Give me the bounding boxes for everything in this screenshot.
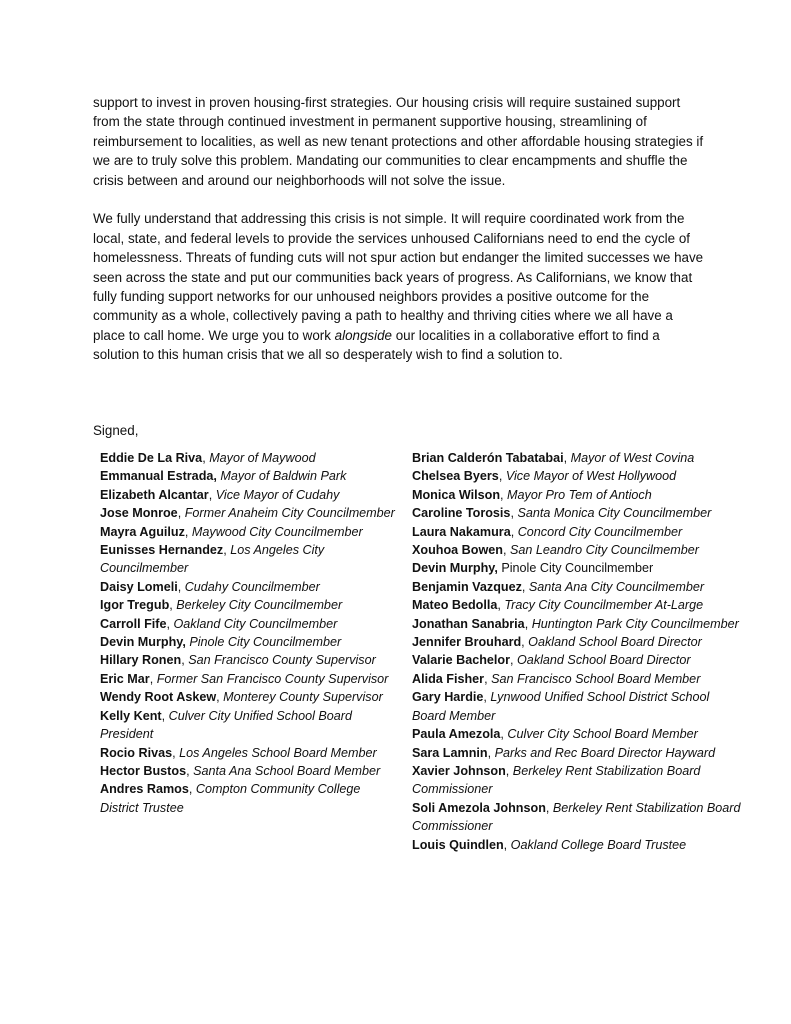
signatory-separator: , [498, 469, 506, 484]
signatory-name: Hillary Ronen [100, 653, 182, 668]
signatory [100, 596, 400, 614]
signatory-title: Oakland School Board Director [528, 635, 702, 650]
signed-label: Signed, [93, 423, 139, 438]
signatory-name: Emmanual Estrada, [100, 469, 217, 484]
signatory-title: Oakland City Councilmember [173, 616, 338, 631]
signatory-name: Laura Nakamura [412, 524, 511, 539]
signatory [100, 670, 400, 688]
signatory [100, 707, 400, 744]
signatory-title: Former Anaheim City Councilmember [184, 506, 395, 521]
signatory-separator: , [223, 543, 231, 558]
signatory-name: Caroline Torosis [412, 506, 511, 521]
signatory-name: Jonathan Sanabria [412, 616, 525, 631]
signatory [412, 449, 742, 467]
signatory-name: Igor Tregub [100, 598, 170, 613]
signatory-name: Alida Fisher [412, 671, 485, 686]
signatory-separator: , [524, 616, 532, 631]
signatory [412, 688, 742, 725]
signatory-title: Mayor of West Covina [570, 451, 695, 465]
signatory-title: Santa Ana School Board Member [193, 763, 381, 778]
signatory-separator: , [184, 524, 192, 539]
paragraph-2-text-end: our localities in a collaborative effort to find a solution to this human crisis that we all so desperately wish to find a solution to. [93, 327, 660, 363]
signatory [412, 504, 742, 522]
signatory-title: Culver City Unified School Board President [100, 708, 352, 742]
signatory [100, 486, 400, 504]
signatory [412, 467, 742, 485]
signatory-separator: , [505, 763, 513, 778]
signatory [412, 486, 742, 504]
signatory-separator: , [216, 690, 224, 705]
signatory [100, 541, 400, 578]
signatory-title: Lynwood Unified School District School Board Member [412, 690, 710, 723]
signatory-name: Louis Quindlen [412, 837, 504, 852]
signatory-name: Eunisses Hernandez [100, 543, 224, 558]
signatory-separator: , [177, 579, 185, 594]
signatory-separator: , [497, 598, 505, 613]
signatory [412, 559, 742, 577]
signatory-title: Former San Francisco County Supervisor [156, 671, 389, 686]
signatory-title: Mayor Pro Tem of Antioch [507, 487, 652, 502]
signatory-title: Berkeley City Councilmember [176, 598, 343, 613]
signatory-separator: , [500, 487, 508, 502]
signatory [412, 836, 742, 854]
signatories-left-column [100, 449, 400, 817]
signatory [100, 504, 400, 522]
signatory-title: San Leandro City Councilmember [509, 543, 699, 558]
signatory-title: San Francisco County Supervisor [188, 653, 376, 668]
signatory [100, 744, 400, 762]
signatory-separator: , [208, 487, 216, 502]
signatory [412, 651, 742, 669]
signatory-title: Maywood City Councilmember [191, 524, 363, 539]
signatory-separator: , [521, 635, 529, 650]
signatory-name: Devin Murphy, [100, 635, 186, 650]
signatory-name: Andres Ramos [100, 782, 189, 797]
signatory-name: Carroll Fife [100, 616, 167, 631]
signatory-separator: , [521, 579, 529, 594]
signatories-right-column [412, 449, 742, 854]
signatory-separator: , [188, 782, 196, 797]
signatory-name: Jennifer Brouhard [412, 635, 522, 650]
signatory-title: Los Angeles School Board Member [179, 745, 377, 760]
signatory-name: Gary Hardie [412, 690, 484, 705]
signatory [412, 633, 742, 651]
signatory [412, 615, 742, 633]
signatory-name: Mayra Aguiluz [100, 524, 185, 539]
signatory [100, 762, 400, 780]
signatory-title: Santa Monica City Councilmember [517, 506, 712, 521]
signatory-name: Kelly Kent [100, 708, 162, 723]
signatory-title: Huntington Park City Councilmember [531, 616, 739, 631]
signatory-name: Benjamin Vazquez [412, 579, 522, 594]
signatory [412, 578, 742, 596]
signatory [412, 596, 742, 614]
signatory-title: Oakland School Board Director [517, 653, 691, 668]
signatory [100, 688, 400, 706]
signatory-name: Elizabeth Alcantar [100, 487, 209, 502]
signatory [412, 762, 742, 799]
signatory-separator: , [149, 671, 157, 686]
signatory-title: Oakland College Board Trustee [510, 837, 687, 852]
signatory-separator: , [166, 616, 174, 631]
signatory-name: Chelsea Byers [412, 469, 499, 484]
signatory-separator: , [483, 690, 491, 705]
signatory [412, 725, 742, 743]
signatory-name: Mateo Bedolla [412, 598, 498, 613]
signatory [412, 799, 742, 836]
signatory-title: Monterey County Supervisor [223, 690, 383, 705]
signatory-name: Wendy Root Askew [100, 690, 217, 705]
signatory-separator: , [510, 506, 518, 521]
paragraph-1: support to invest in proven housing-first strategies. Our housing crisis will require sustained support from the state through continued investment in permanent supportive housing, streamlining of reimbursement to localities, as well as new tenant protections and other affordable housing strategies if we are to truly solve this problem. Mandating our communities to clear encampments and shuffle the crisis between and around our neighborhoods will not solve the issue. [93, 95, 704, 188]
signatory-title: Berkeley Rent Stabilization Board Commissioner [412, 763, 701, 797]
signatory-title: Tracy City Councilmember At-Large [504, 598, 704, 613]
signatory-title: Mayor of Baldwin Park [220, 469, 347, 484]
signatory-name: Xouhoa Bowen [412, 543, 503, 558]
signatory [100, 467, 400, 485]
signatory-title: Cudahy Councilmember [184, 579, 320, 594]
signatory-title: Berkeley Rent Stabilization Board Commissioner [412, 800, 741, 834]
signatory-separator: , [487, 745, 495, 760]
signatory [100, 523, 400, 541]
signatory-title: Compton Community College District Trustee [100, 782, 361, 815]
signatory-separator: , [172, 745, 180, 760]
signatory-name: Xavier Johnson [412, 763, 506, 778]
signatory-separator: , [503, 837, 511, 852]
signatory [100, 449, 400, 467]
signatory [100, 651, 400, 669]
signatory-name: Eric Mar [100, 671, 150, 686]
signatory-separator: , [484, 671, 492, 686]
signatory-separator: , [181, 653, 189, 668]
signatory-separator: , [510, 524, 518, 539]
signatory-name: Soli Amezola Johnson [412, 800, 546, 815]
signatory-name: Brian Calderón Tabatabai [412, 451, 564, 465]
signatory-separator: , [202, 451, 210, 465]
signatory-title: Pinole City Councilmember [189, 635, 342, 650]
signatory-title: Culver City School Board Member [507, 727, 698, 742]
signatory-title: Parks and Rec Board Director Hayward [494, 745, 716, 760]
signatory-name: Rocio Rivas [100, 745, 173, 760]
signatory-name: Jose Monroe [100, 506, 178, 521]
signatory-name: Valarie Bachelor [412, 653, 511, 668]
signatory-title: Mayor of Maywood [209, 451, 316, 465]
signatory-name: Paula Amezola [412, 727, 501, 742]
signatory-name: Devin Murphy, [412, 561, 498, 576]
signatory-name: Sara Lamnin [412, 745, 488, 760]
signatory-separator: , [500, 727, 508, 742]
signatory [412, 670, 742, 688]
signatory [100, 615, 400, 633]
paragraph-2-text: We fully understand that addressing this crisis is not simple. It will require coordinated work from the local, state, and federal levels to provide the services unhoused Californians need to end the cycle of homelessness. Threats of funding cuts will not spur action but endanger the limited successes we have seen across the state and put our communities back years of progress. As Californians, we know that fully funding support networks for our unhoused neighbors provides a positive outcome for the community as a whole, collectively paving a path to healthy and thriving cities where we all have a place to call home. We urge you to work [93, 211, 704, 343]
signatory [100, 780, 400, 817]
signatory-title: Concord City Councilmember [517, 524, 683, 539]
signatory-separator: , [177, 506, 185, 521]
signatory-name: Daisy Lomeli [100, 579, 178, 594]
signatory-separator: , [563, 451, 571, 465]
signatory [100, 578, 400, 596]
signatory-separator: , [186, 763, 194, 778]
signatory-title: Vice Mayor of West Hollywood [505, 469, 677, 484]
paragraph-2 [93, 209, 705, 364]
signatory-separator: , [510, 653, 518, 668]
signatory-title: Pinole City Councilmember [501, 561, 654, 576]
paragraph-2-emphasis: alongside [334, 327, 392, 343]
signatory [100, 633, 400, 651]
signatory-name: Hector Bustos [100, 763, 187, 778]
signatory-title: Los Angeles City Councilmember [100, 543, 325, 576]
signatory-separator: , [545, 800, 553, 815]
signatory-title: Santa Ana City Councilmember [528, 579, 705, 594]
signatory-separator: , [502, 543, 510, 558]
signatory [412, 744, 742, 762]
signatory-name: Eddie De La Riva [100, 451, 203, 465]
letter-body [93, 93, 705, 384]
signatory [412, 541, 742, 559]
signatory [412, 523, 742, 541]
signatory-separator: , [169, 598, 177, 613]
signatory-title: Vice Mayor of Cudahy [215, 487, 340, 502]
signatory-name: Monica Wilson [412, 487, 501, 502]
signatory-separator: , [161, 708, 169, 723]
signatory-title: San Francisco School Board Member [491, 671, 701, 686]
